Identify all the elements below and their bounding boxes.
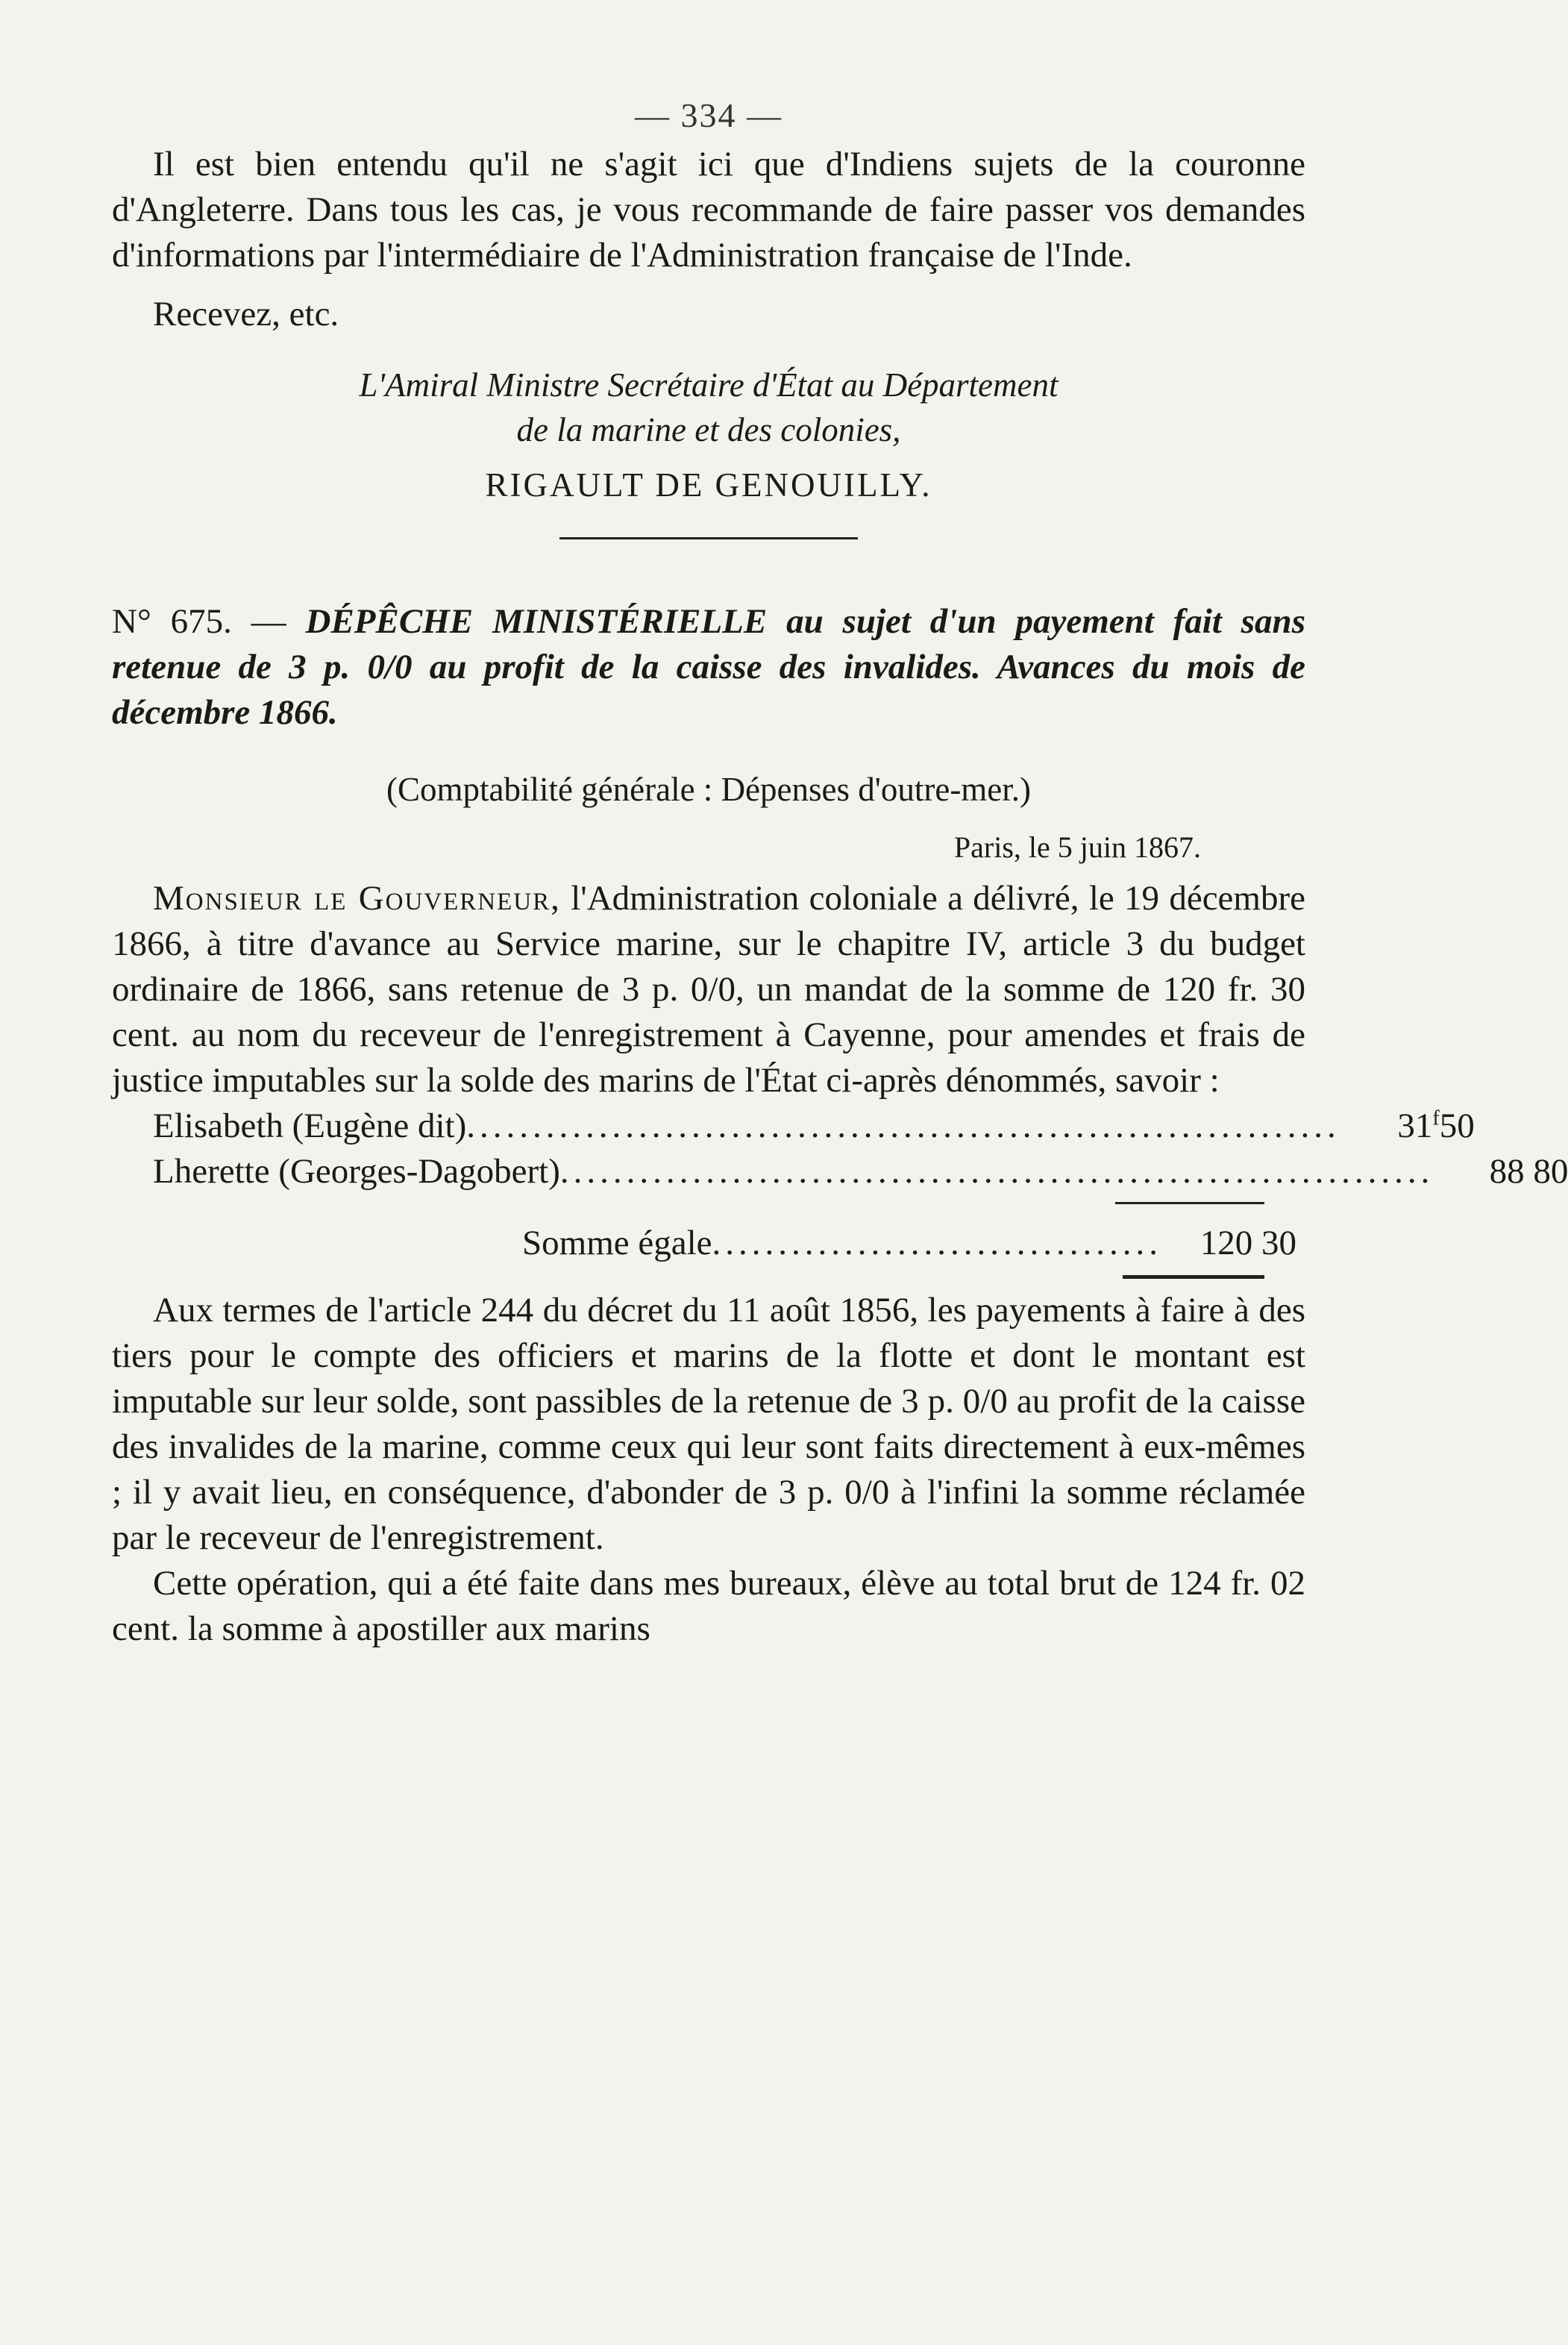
- intro-paragraph: Il est bien entendu qu'il ne s'agit ici que d'Indiens sujets de la couronne d'Angleterre. Dans tous les cas, je vous recommande de faire passer vos demandes d'informations par l'intermédiaire de l'Administration française de l'Inde.: [112, 145, 1305, 275]
- signature-name: RIGAULT DE GENOUILLY.: [485, 466, 932, 504]
- dispatch-title-rest: au sujet d'un payement fait sans retenue de 3 p. 0/0 au profit de la caisse des invalides. Avances du mois de décembre 1866.: [112, 602, 1305, 732]
- ledger-amount: 31$^f$50: [1397, 1106, 1475, 1145]
- ledger-row: [153, 1149, 1568, 1195]
- page-number: — 334 —: [635, 96, 783, 134]
- sum-rule: [1115, 1202, 1264, 1204]
- total-amount: 120 30: [1199, 1224, 1297, 1262]
- total-rule: [1123, 1275, 1264, 1279]
- salutation: Monsieur le Gouverneur,: [153, 879, 561, 918]
- signature-title-line2: de la marine et des colonies,: [516, 411, 901, 448]
- total-label: Somme égale: [522, 1224, 712, 1262]
- section-divider: [559, 537, 858, 539]
- document-page: [112, 90, 1568, 1652]
- dispatch-number: N° 675. —: [112, 602, 286, 641]
- dispatch-title-caps: DÉPÊCHE MINISTÉRIELLE: [305, 602, 768, 641]
- ledger-table: [153, 1103, 1568, 1195]
- ledger-row: [153, 1103, 1475, 1149]
- closing-formula: Recevez, etc.: [153, 295, 339, 334]
- ledger-total: [522, 1221, 1297, 1266]
- ledger-name: Elisabeth (Eugène dit): [153, 1106, 467, 1145]
- body-paragraph-2: Aux termes de l'article 244 du décret du 11 août 1856, les payements à faire à des tiers pour le compte des officiers et marins de la flotte et dont le montant est imputable sur leur solde, sont passibles de la retenue de 3 p. 0/0 au profit de la caisse des invalides de la marine, comme ceux qui leur sont faits directement à eux-mêmes ; il y avait lieu, en conséquence, d'abonder de 3 p. 0/0 à l'infini la somme réclamée par le receveur de l'enregistrement.: [112, 1291, 1305, 1557]
- dispatch-heading: [112, 599, 1305, 736]
- dispatch-subtitle: (Comptabilité générale : Dépenses d'outre-mer.): [386, 771, 1032, 808]
- body-paragraph-3: Cette opération, qui a été faite dans mes bureaux, élève au total brut de 124 fr. 02 cent. la somme à apostiller aux marins: [112, 1564, 1305, 1648]
- ledger-name: Lherette (Georges-Dagobert): [153, 1152, 560, 1191]
- leader-dots: ..................................: [712, 1224, 1163, 1262]
- signature-title-line1: L'Amiral Ministre Secrétaire d'État au Département: [359, 366, 1059, 404]
- ledger-amount: 88 80: [1489, 1152, 1568, 1191]
- body-paragraph-1: [112, 876, 1305, 1103]
- signature-block: [112, 363, 1305, 507]
- leader-dots: ..................................................................: [466, 1106, 1340, 1145]
- dispatch-dateline: Paris, le 5 juin 1867.: [953, 830, 1201, 864]
- leader-dots: ..................................................................: [559, 1152, 1434, 1191]
- body-paragraph-1-text: l'Administration coloniale a délivré, le 19 décembre 1866, à titre d'avance au Service marine, sur le chapitre IV, article 3 du budget ordinaire de 1866, sans retenue de 3 p. 0/0, un mandat de la somme de 120 fr. 30 cent. au nom du receveur de l'enregistrement à Cayenne, pour amendes et frais de justice imputables sur la solde des marins de l'État ci-après dénommés, savoir :: [112, 879, 1305, 1100]
